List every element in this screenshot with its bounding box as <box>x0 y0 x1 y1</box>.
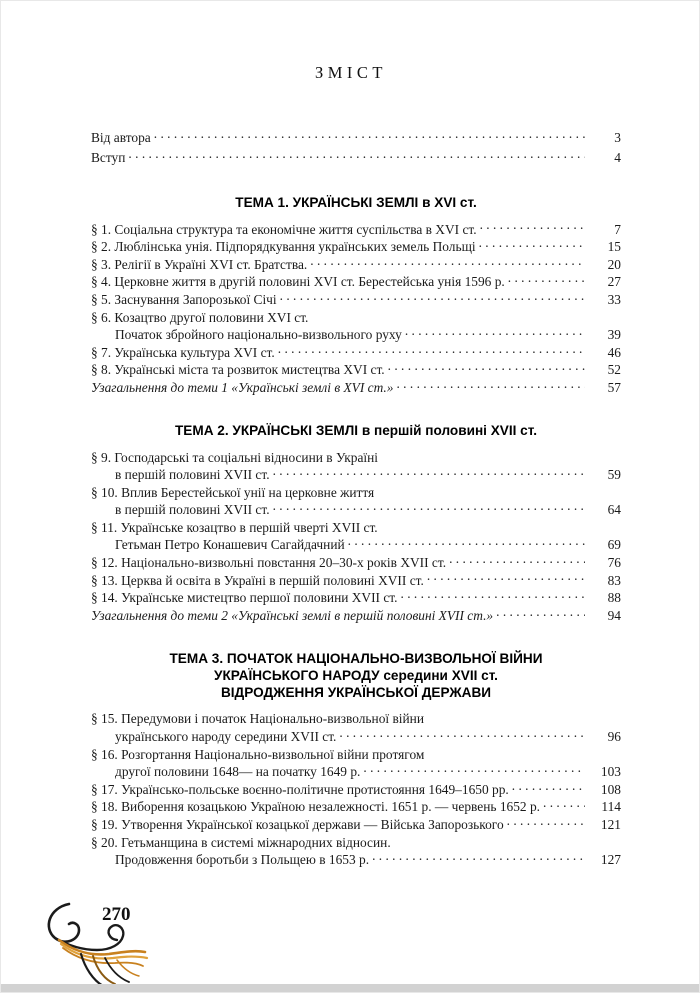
toc-entry-label: § 18. Виборення козацькою Україною незалежності. 1651 р. — червень 1652 р. <box>91 799 541 815</box>
toc-entry-label: § 1. Соціальна структура та економічне життя суспільства в XVI ст. <box>91 221 477 237</box>
toc-entry-page-number: 46 <box>607 344 621 360</box>
theme-spacer <box>91 624 621 650</box>
toc-entry-label: § 20. Гетьманщина в системі міжнародних відносин. <box>91 834 391 850</box>
toc-entry-label: § 15. Передумови і початок Національно-визвольної війни <box>91 711 424 727</box>
dot-leader <box>273 501 585 514</box>
toc-entry-t1-6[interactable] <box>91 326 621 344</box>
dot-leader <box>401 589 586 602</box>
toc-entry-page-number: 20 <box>607 256 621 272</box>
theme-spacer <box>91 168 621 194</box>
toc-entry-label: § 6. Козацтво другої половини XVI ст. <box>91 309 309 325</box>
toc-entry-page-number: 33 <box>607 291 621 307</box>
swirl-ornament <box>39 894 159 989</box>
theme-1-entry-list <box>91 220 621 396</box>
toc-entry-t1-1[interactable] <box>91 238 621 256</box>
theme-heading-3 <box>91 650 621 701</box>
toc-entry-t2-7[interactable] <box>91 571 621 589</box>
theme-heading-spacer <box>91 701 621 710</box>
dot-leader <box>427 710 585 723</box>
dot-leader <box>363 763 585 776</box>
toc-entry-page-number: 94 <box>607 607 621 623</box>
toc-entry-page-number: 114 <box>601 799 621 815</box>
dot-leader <box>381 448 585 461</box>
toc-entry-t3-7[interactable] <box>91 833 621 851</box>
toc-entry-t1-2[interactable] <box>91 255 621 273</box>
toc-entry-page-number: 59 <box>607 467 621 483</box>
toc-entry-page-number: 96 <box>607 729 621 745</box>
dot-leader <box>427 745 585 758</box>
dot-leader <box>427 571 585 584</box>
toc-entry-page-number: 88 <box>607 590 621 606</box>
theme-heading-2 <box>91 422 621 439</box>
toc-entry-t3-0[interactable] <box>91 710 621 728</box>
toc-entry-page-number: 15 <box>607 239 621 255</box>
toc-entry-label: другої половини 1648— на початку 1649 р. <box>115 764 361 780</box>
theme-heading-spacer <box>91 211 621 220</box>
toc-entry-label: § 9. Господарські та соціальні відносини в Україні <box>91 449 379 465</box>
toc-entry-label: § 7. Українська культура XVI ст. <box>91 344 275 360</box>
toc-entry-page-number: 69 <box>607 537 621 553</box>
toc-entry-label: Гетьман Петро Конашевич Сагайдачний <box>115 537 345 553</box>
toc-entry-label: § 5. Заснування Запорозької Січі <box>91 291 277 307</box>
theme-heading-line: ТЕМА 3. ПОЧАТОК НАЦІОНАЛЬНО-ВИЗВОЛЬНОЇ ВІЙНИ <box>169 651 543 667</box>
toc-entry-page-number: 3 <box>614 130 621 146</box>
toc-entry-t1-4[interactable] <box>91 291 621 309</box>
toc-entry-label: § 8. Українські міста та розвиток мистецтва XVI ст. <box>91 362 385 378</box>
toc-entry-t2-9[interactable] <box>91 606 621 624</box>
toc-entry-page-number: 76 <box>607 555 621 571</box>
toc-entry-page-number: 7 <box>614 221 621 237</box>
toc-entry-page-number: 121 <box>600 817 621 833</box>
toc-entry-t1-8[interactable] <box>91 361 621 379</box>
theme-3-entry-list <box>91 710 621 868</box>
toc-entry-label: § 4. Церковне життя в другій половині XVI ст. Берестейська унія 1596 р. <box>91 274 505 290</box>
toc-entry-page-number: 103 <box>600 764 621 780</box>
toc-entry-page-number: 64 <box>607 502 621 518</box>
toc-entry-label: українського народу середини XVII ст. <box>115 729 337 745</box>
toc-entry-t1-0[interactable] <box>91 220 621 238</box>
toc-entry-label: § 2. Люблінська унія. Підпорядкування українських земель Польщі <box>91 239 476 255</box>
toc-entry-label: § 11. Українське козацтво в першій чверті XVII ст. <box>91 519 378 535</box>
toc-entry-t3-8[interactable] <box>91 851 621 869</box>
dot-leader <box>381 519 585 532</box>
toc-entry-t2-4[interactable] <box>91 519 621 537</box>
toc-entry-t2-8[interactable] <box>91 589 621 607</box>
dot-leader <box>280 291 585 304</box>
toc-entry-t2-6[interactable] <box>91 554 621 572</box>
toc-entry-page-number: 27 <box>607 274 621 290</box>
theme-heading-line: ТЕМА 1. УКРАЇНСЬКІ ЗЕМЛІ в XVI ст. <box>235 195 477 211</box>
toc-entry-label: в першій половині XVII ст. <box>115 502 270 518</box>
dot-leader <box>388 361 585 374</box>
toc-entry-t3-3[interactable] <box>91 763 621 781</box>
dot-leader <box>278 343 585 356</box>
dot-leader <box>311 308 585 321</box>
toc-entry-t2-3[interactable] <box>91 501 621 519</box>
toc-entry-t3-5[interactable] <box>91 798 621 816</box>
page-number: 270 <box>102 904 131 925</box>
dot-leader <box>154 129 585 142</box>
toc-entry-label: Від автора <box>91 130 151 146</box>
dot-leader <box>377 483 585 496</box>
dot-leader <box>496 606 585 619</box>
toc-entry-front-1[interactable] <box>91 149 621 167</box>
dot-leader <box>508 273 585 286</box>
toc-entry-t1-9[interactable] <box>91 379 621 397</box>
theme-heading-spacer <box>91 439 621 448</box>
toc-entry-label: § 14. Українське мистецтво першої половини XVII ст. <box>91 590 398 606</box>
toc-entry-t1-7[interactable] <box>91 343 621 361</box>
front-matter-group <box>91 129 621 166</box>
theme-heading-line: УКРАЇНСЬКОГО НАРОДУ середини XVII ст. <box>214 668 498 684</box>
toc-entry-label: § 19. Утворення Української козацької держави — Війська Запорозького <box>91 817 504 833</box>
dot-leader <box>310 255 585 268</box>
dot-leader <box>479 238 585 251</box>
dot-leader <box>372 851 585 864</box>
toc-entry-label: Продовження боротьби з Польщею в 1653 р. <box>115 852 370 868</box>
dot-leader <box>396 379 585 392</box>
toc-entry-label: Узагальнення до теми 1 «Українські землі в XVI ст.» <box>91 379 394 395</box>
theme-spacer <box>91 396 621 422</box>
dot-leader <box>405 326 585 339</box>
toc-entry-front-0[interactable] <box>91 129 621 147</box>
toc-entry-t1-3[interactable] <box>91 273 621 291</box>
dot-leader <box>348 536 585 549</box>
toc-entry-label: в першій половині XVII ст. <box>115 467 270 483</box>
toc-entry-t3-2[interactable] <box>91 745 621 763</box>
toc-entry-t1-5[interactable] <box>91 308 621 326</box>
theme-heading-1 <box>91 194 621 211</box>
toc-entry-label: § 10. Вплив Берестейської унії на церковне життя <box>91 484 375 500</box>
toc-entry-t2-1[interactable] <box>91 466 621 484</box>
toc-entry-label: Вступ <box>91 149 126 165</box>
toc-entry-page-number: 4 <box>614 149 621 165</box>
toc-entry-label: § 16. Розгортання Національно-визвольної війни протягом <box>91 746 425 762</box>
toc-entry-t2-0[interactable] <box>91 448 621 466</box>
dot-leader <box>480 220 585 233</box>
dot-leader <box>128 149 585 162</box>
toc-entry-page-number: 108 <box>600 781 621 797</box>
toc-entry-page-number: 52 <box>607 362 621 378</box>
toc-entry-t3-6[interactable] <box>91 816 621 834</box>
toc-entry-label: § 3. Релігії в Україні XVI ст. Братства. <box>91 256 308 272</box>
toc-entry-label: § 17. Українсько-польське воєнно-політичне протистояння 1649–1650 рр. <box>91 781 509 797</box>
toc-entry-page-number: 127 <box>600 852 621 868</box>
toc-entry-page-number: 57 <box>607 379 621 395</box>
bottom-strip <box>1 984 700 992</box>
dot-leader <box>339 728 585 741</box>
toc-entry-label: Узагальнення до теми 2 «Українські землі в першій половині XVII ст.» <box>91 607 494 623</box>
theme-heading-line: ВІДРОДЖЕННЯ УКРАЇНСЬКОЇ ДЕРЖАВИ <box>220 685 492 701</box>
toc-entry-page-number: 83 <box>607 572 621 588</box>
dot-leader <box>543 798 585 811</box>
dot-leader <box>512 780 585 793</box>
theme-2-entry-list <box>91 448 621 624</box>
dot-leader <box>273 466 585 479</box>
toc-content <box>91 129 621 868</box>
toc-entry-label: Початок збройного національно-визвольного руху <box>115 327 402 343</box>
toc-entry-page-number: 39 <box>607 327 621 343</box>
dot-leader <box>394 833 585 846</box>
page-title: ЗМІСТ <box>314 63 388 82</box>
theme-heading-line: ТЕМА 2. УКРАЇНСЬКІ ЗЕМЛІ в першій половині XVII ст. <box>175 423 537 439</box>
toc-entry-label: § 13. Церква й освіта в Україні в першій половині XVII ст. <box>91 572 424 588</box>
toc-entry-t2-5[interactable] <box>91 536 621 554</box>
toc-entry-label: § 12. Національно-визвольні повстання 20–30-х років XVII ст. <box>91 555 447 571</box>
toc-entry-t3-1[interactable] <box>91 728 621 746</box>
dot-leader <box>507 816 585 829</box>
dot-leader <box>449 554 585 567</box>
toc-entry-t2-2[interactable] <box>91 483 621 501</box>
toc-entry-t3-4[interactable] <box>91 780 621 798</box>
